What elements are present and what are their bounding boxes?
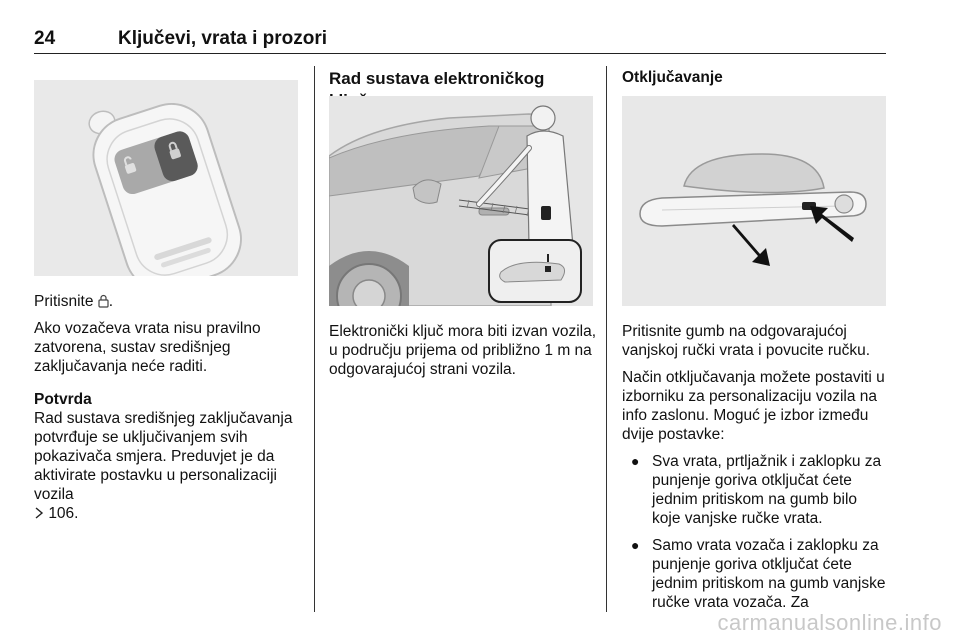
watermark: carmanualsonline.info xyxy=(717,610,942,635)
column-middle-text xyxy=(329,322,597,387)
confirm-text: Rad sustava središnjeg zaključavanja potvrđuje se uključivanjem svih pokazivača smjera. Preduvjet je da aktivirate postavku u personalizaciji vozila xyxy=(34,410,293,503)
door-warning-paragraph: Ako vozačeva vrata nisu pravilno zatvorena, sustav središnjeg zaključavanja neće raditi. xyxy=(34,320,261,375)
column-divider xyxy=(314,66,315,612)
unlock-paragraph-2: Način otključavanja možete postaviti u izborniku za personalizaciju vozila na info zaslonu. Moguć je izbor između dvije postavke: xyxy=(622,369,885,443)
electronic-key-illustration xyxy=(329,96,593,306)
door-handle-illustration xyxy=(622,96,886,306)
key-fob-illustration xyxy=(34,80,298,276)
chapter-title: Ključevi, vrata i prozori xyxy=(118,28,328,49)
press-instruction xyxy=(34,292,298,311)
section-heading: Rad sustava elektroničkog xyxy=(329,69,545,88)
confirm-heading: Potvrda xyxy=(34,391,92,408)
page-header xyxy=(34,26,886,54)
column-right-text xyxy=(622,322,888,620)
column-right xyxy=(622,68,886,87)
bullet-icon: ● xyxy=(631,537,640,553)
confirm-paragraph xyxy=(34,409,298,523)
list-item: ● Samo vrata vozača i zaklopku za punjenje goriva otključat ćete jednim pritiskom na gumb vanjske ručke vrata vozača. Za xyxy=(631,537,886,611)
column-left xyxy=(34,292,298,531)
column-divider xyxy=(606,66,607,612)
press-text: Pritisnite xyxy=(34,293,94,310)
unlock-heading: Otključavanje xyxy=(622,69,723,86)
range-paragraph: Elektronički ključ mora biti izvan vozila, u području prijema od približno 1 m na odgovarajućoj strani vozila. xyxy=(329,323,597,378)
page-reference: 106. xyxy=(48,505,79,522)
bullet-icon: ● xyxy=(631,453,640,469)
unlock-options-list xyxy=(622,452,888,612)
unlock-paragraph-1: Pritisnite gumb na odgovarajućoj vanjskoj ručki vrata i povucite ručku. xyxy=(622,323,871,359)
list-item: ● Sva vrata, prtljažnik i zaklopku za punjenje goriva otključat ćete jednim pritiskom na gumb bilo koje vanjske ručke vrata. xyxy=(631,453,882,527)
page-number: 24 xyxy=(34,28,56,49)
page-reference-icon xyxy=(34,507,44,519)
press-suffix: . xyxy=(108,293,114,310)
lock-icon xyxy=(98,294,109,308)
